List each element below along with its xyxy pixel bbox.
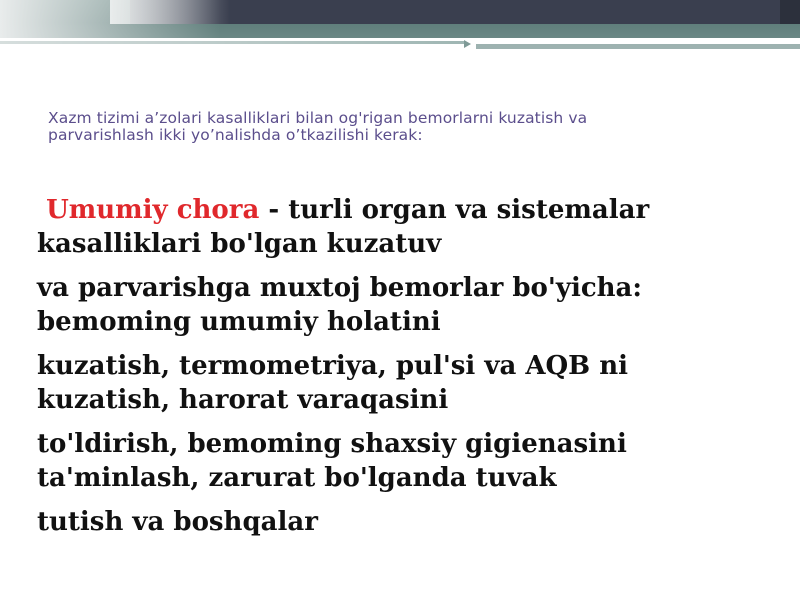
header-dark-stripe	[130, 0, 800, 24]
header-fade	[0, 0, 220, 38]
slide-intro-text	[48, 110, 688, 144]
divider-right-bar	[476, 44, 800, 49]
body-line-first	[37, 193, 757, 227]
divider-arrow-icon	[464, 40, 471, 48]
body-line: bemoming umumiy holatini	[37, 307, 441, 337]
body-line: to'ldirish, bemoming shaxsiy gigienasini	[37, 429, 627, 459]
divider-left-bar	[0, 41, 464, 44]
body-line: ta'minlash, zarurat bo'lganda tuvak	[37, 463, 557, 493]
body-line: tutish va boshqalar	[37, 507, 318, 537]
body-line: va parvarishga muxtoj bemorlar bo'yicha:	[37, 273, 642, 303]
first-line-rest: - turli organ va sistemalar	[259, 195, 650, 225]
intro-line: parvarishlash ikki yo’nalishda o’tkazilishi kerak:	[48, 126, 423, 144]
body-line: kuzatish, harorat varaqasini	[37, 385, 449, 415]
decorative-divider	[0, 38, 800, 52]
slide-body-text	[37, 193, 757, 539]
slide-header-band	[0, 0, 800, 38]
header-right-block	[780, 0, 800, 24]
body-line: kuzatish, termometriya, pul'si va AQB ni	[37, 351, 628, 381]
intro-line: Xazm tizimi a’zolari kasalliklari bilan og'rigan bemorlarni kuzatish va	[48, 109, 588, 127]
highlight-term: Umumiy chora	[46, 195, 260, 225]
body-line: kasalliklari bo'lgan kuzatuv	[37, 229, 442, 259]
